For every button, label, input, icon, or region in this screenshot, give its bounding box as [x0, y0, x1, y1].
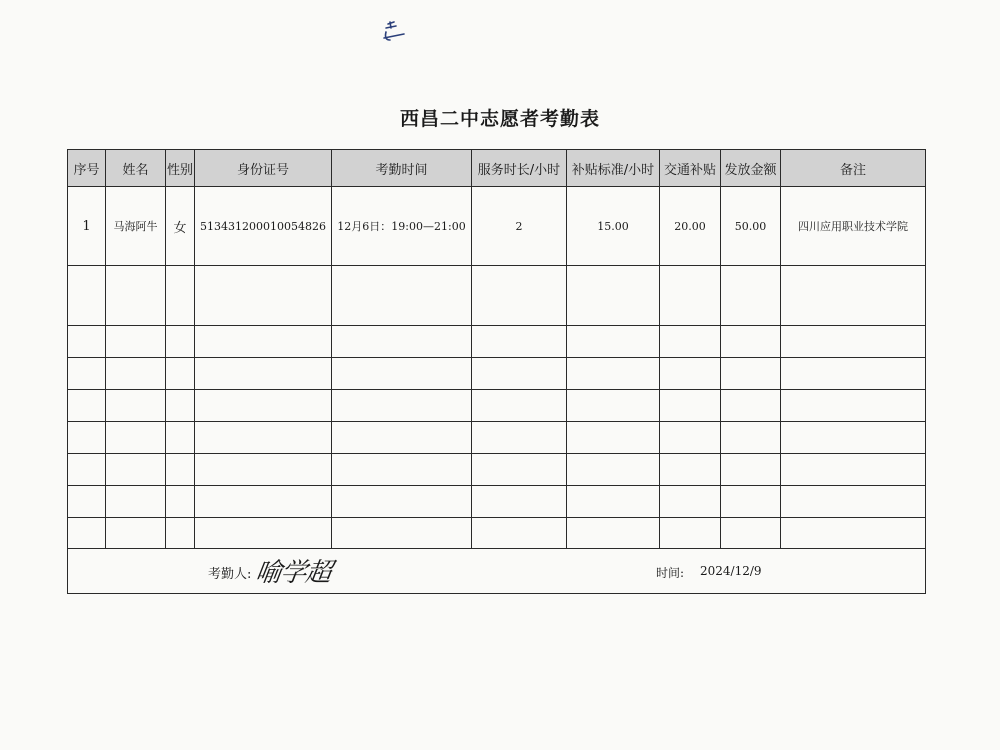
empty-row [68, 518, 926, 549]
handwritten-page-mark [380, 18, 410, 46]
checker-signature: 喻学超 [253, 558, 333, 588]
cell-attendance-time: 12月6日：19:00—21:00 [332, 187, 472, 266]
cell-gender: 女 [166, 187, 195, 266]
header-seq: 序号 [68, 150, 106, 187]
header-attendance-time: 考勤时间 [332, 150, 472, 187]
empty-row [68, 486, 926, 518]
signature-footer-row [68, 549, 926, 594]
cell-transport-subsidy: 20.00 [660, 187, 721, 266]
empty-row [68, 326, 926, 358]
header-name: 姓名 [106, 150, 166, 187]
date-label: 时间: [656, 566, 685, 580]
cell-payment-amount: 50.00 [721, 187, 781, 266]
document-title: 西昌二中志愿者考勤表 [399, 108, 600, 130]
empty-row [68, 422, 926, 454]
cell-seq: 1 [68, 187, 106, 266]
date-value: 2024/12/9 [700, 564, 762, 578]
empty-row [68, 358, 926, 390]
cell-id-number: 513431200010054826 [195, 187, 332, 266]
header-remarks: 备注 [781, 150, 926, 187]
footer-cell [68, 549, 926, 594]
table-row [68, 187, 926, 266]
header-service-hours: 服务时长/小时 [472, 150, 567, 187]
empty-row [68, 266, 926, 326]
cell-subsidy-rate: 15.00 [567, 187, 660, 266]
empty-row [68, 454, 926, 486]
cell-remarks: 四川应用职业技术学院 [781, 187, 926, 266]
header-payment-amount: 发放金额 [721, 150, 781, 187]
header-id-number: 身份证号 [195, 150, 332, 187]
cell-service-hours: 2 [472, 187, 567, 266]
checker-label: 考勤人: [208, 567, 252, 582]
header-gender: 性别 [166, 150, 195, 187]
attendance-table [67, 149, 926, 594]
cell-name: 马海阿牛 [106, 187, 166, 266]
empty-row [68, 390, 926, 422]
header-row [68, 150, 926, 187]
header-transport-subsidy: 交通补贴 [660, 150, 721, 187]
header-subsidy-rate: 补贴标准/小时 [567, 150, 660, 187]
